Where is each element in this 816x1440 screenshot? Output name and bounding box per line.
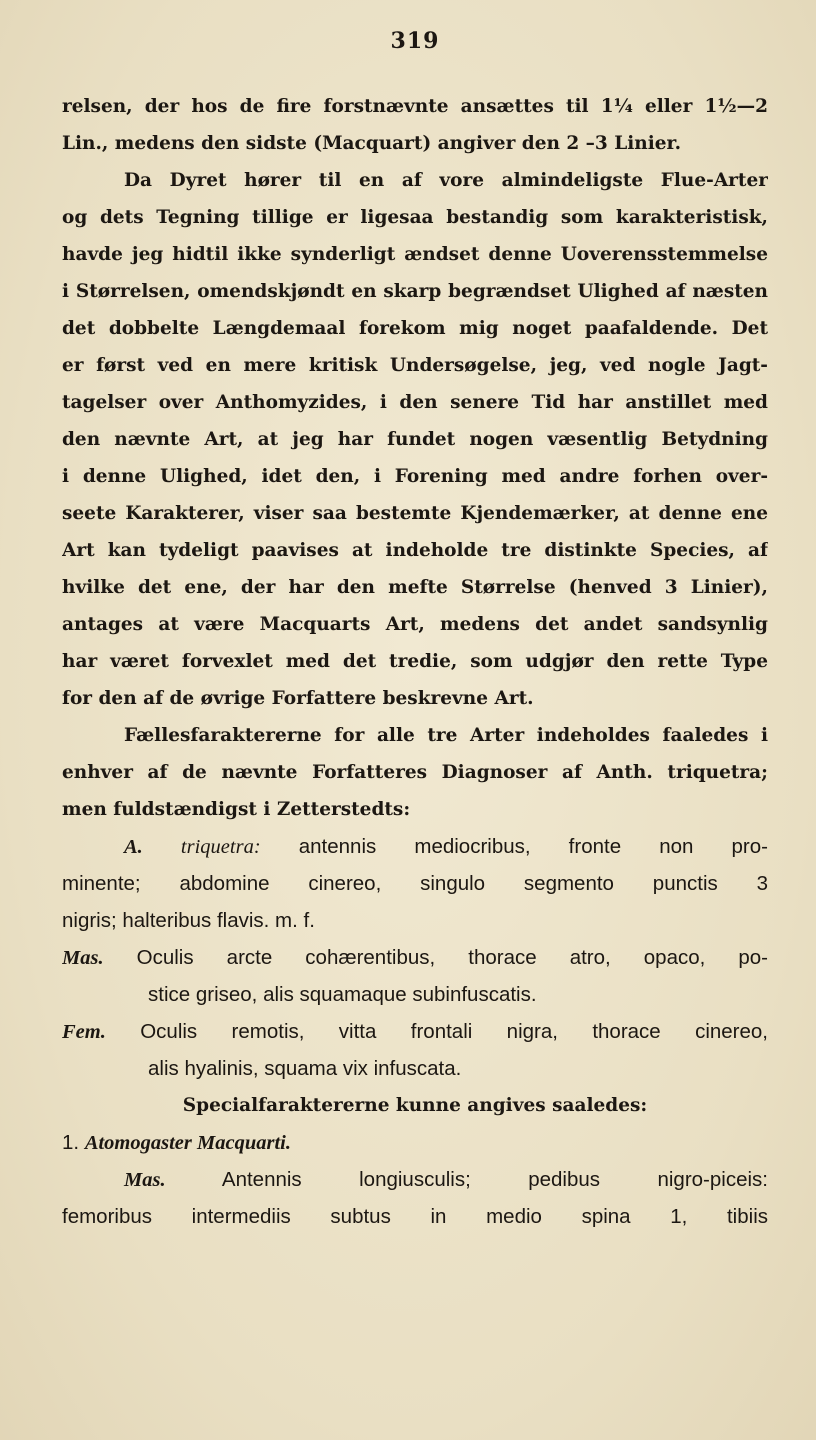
text-line: tagelser over Anthomyzides, i den senere Tid har anstillet med [62, 392, 768, 413]
text-line: hvilke det ene, der har den mefte Størrelse (henved 3 Linier), [62, 577, 768, 598]
text-line: og dets Tegning tillige er ligesaa bestandig som karakteristisk, [62, 207, 768, 228]
diagnosis-line [62, 828, 768, 865]
special-block [62, 1087, 768, 1235]
text-line: i Størrelsen, omendskjøndt en skarp begrændset Ulighed af næsten [62, 281, 768, 302]
diagnosis-line: nigris; halteribus flavis. m. f. [62, 909, 315, 932]
paragraph-2 [62, 162, 768, 717]
text-line: seete Karakterer, viser saa bestemte Kjendemærker, at denne ene [62, 503, 768, 524]
species-number: 1. [62, 1131, 80, 1154]
paragraph-3 [62, 717, 768, 828]
page-number: 319 [390, 28, 440, 54]
text-line: Art kan tydeligt paavises at indeholde tre distinkte Species, af [62, 540, 768, 561]
fem-line: alis hyalinis, squama vix infuscata. [148, 1057, 462, 1080]
text-line: havde jeg hidtil ikke synderligt ændset denne Uoverensstemmelse [62, 244, 768, 265]
species-mas-text: Antennis longiusculis; pedibus nigro-piceis: [221, 1168, 768, 1191]
text-line: den nævnte Art, at jeg har fundet nogen væsentlig Betydning [62, 429, 768, 450]
paragraph-1 [62, 88, 768, 162]
text-line: Lin., medens den sidste (Macquart) angiver den 2 –3 Linier. [62, 133, 682, 154]
species-heading [62, 1124, 768, 1161]
species-mas-line: femoribus intermediis subtus in medio spina 1, tibiis [62, 1205, 768, 1228]
mas-line: stice griseo, alis squamaque subinfuscatis. [148, 983, 537, 1006]
text-line: antages at være Macquarts Art, medens det andet sandsynlig [62, 614, 768, 635]
text-line: det dobbelte Længdemaal forekom mig noget paafaldende. Det [62, 318, 768, 339]
mas-text: Oculis arcte cohærentibus, thorace atro, opaco, po- [136, 946, 768, 969]
mas-line [62, 939, 768, 976]
diagnosis-label: A. [124, 836, 143, 858]
special-heading: Specialfaraktererne kunne angives saaledes: [182, 1095, 648, 1116]
diagnosis-text: antennis mediocribus, fronte non pro- [298, 835, 768, 858]
species-mas-line [62, 1161, 768, 1198]
fem-label: Fem. [62, 1021, 106, 1043]
fem-text: Oculis remotis, vitta frontali nigra, thorace cinereo, [140, 1020, 768, 1043]
text-line: Da Dyret hører til en af vore almindeligste Flue-Arter [124, 170, 768, 191]
text-line: for den af de øvrige Forfattere beskrevne Art. [62, 688, 534, 709]
text-line: har været forvexlet med det tredie, som udgjør den rette Type [62, 651, 768, 672]
text-line: i denne Ulighed, idet den, i Forening med andre forhen over- [62, 466, 768, 487]
text-line: er først ved en mere kritisk Undersøgelse, jeg, ved nogle Jagt- [62, 355, 768, 376]
text-line: relsen, der hos de fire forstnævnte ansættes til 1¼ eller 1½—2 [62, 96, 768, 117]
diagnosis-block [62, 828, 768, 1087]
species-mas-label: Mas. [124, 1169, 166, 1191]
text-line: Fællesfaraktererne for alle tre Arter indeholdes faaledes i [124, 725, 768, 746]
species-name: Atomogaster Macquarti. [84, 1132, 291, 1154]
diagnosis-line: minente; abdomine cinereo, singulo segmento punctis 3 [62, 872, 768, 895]
diagnosis-species: triquetra: [180, 836, 261, 858]
text-line: men fuldstændigst i Zetterstedts: [62, 799, 411, 820]
mas-label: Mas. [62, 947, 104, 969]
fem-line [62, 1013, 768, 1050]
text-line: enhver af de nævnte Forfatteres Diagnoser af Anth. triquetra; [62, 762, 768, 783]
